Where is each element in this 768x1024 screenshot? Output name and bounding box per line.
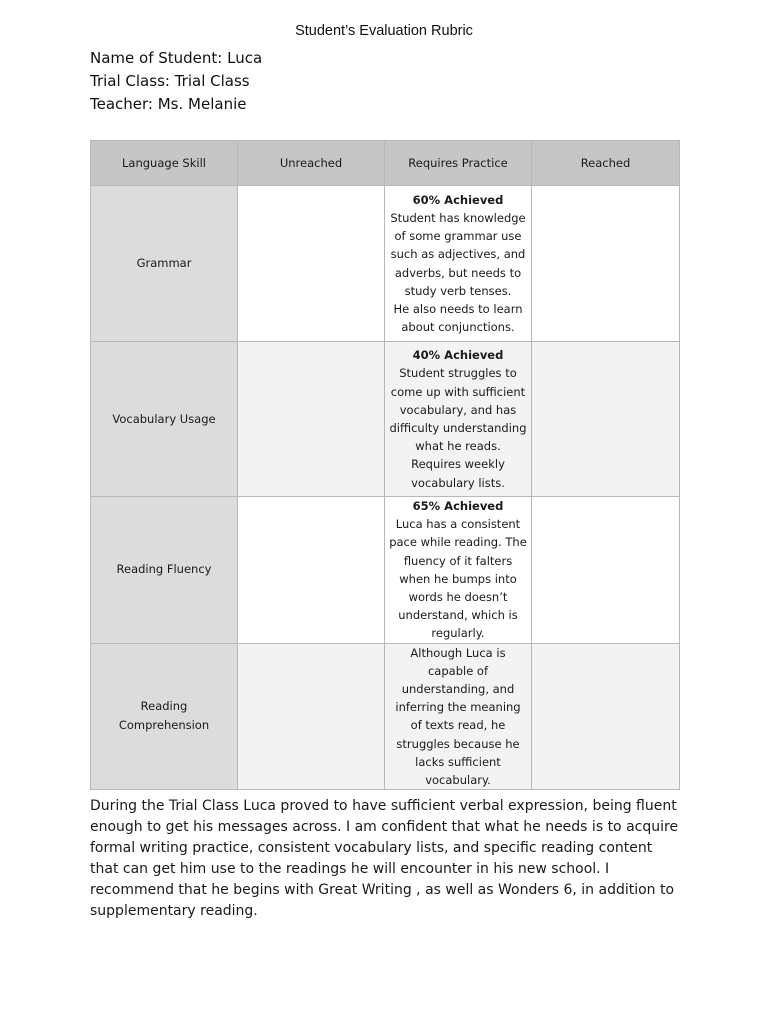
unreached-cell: [238, 186, 385, 342]
table-row: [91, 497, 680, 644]
skill-cell: Grammar: [91, 186, 238, 342]
reached-cell: [532, 186, 680, 342]
skill-cell: Reading Comprehension: [91, 643, 238, 790]
header-reached: Reached: [532, 141, 680, 186]
unreached-cell: [238, 342, 385, 497]
skill-cell: Vocabulary Usage: [91, 342, 238, 497]
practice-description: Although Luca is capable of understanding, and inferring the meaning of texts read, he struggles because he lacks sufficient vocabulary.: [395, 645, 521, 788]
teacher-name: Teacher: Ms. Melanie: [90, 95, 247, 113]
header-language-skill: Language Skill: [91, 141, 238, 186]
achievement-percent: 65% Achieved: [412, 499, 504, 513]
achievement-percent: 40% Achieved: [412, 348, 504, 363]
unreached-cell: [238, 643, 385, 790]
skill-cell: Reading Fluency: [91, 497, 238, 644]
table-row: [91, 643, 680, 790]
class-name: Trial Class: Trial Class: [90, 72, 250, 90]
evaluation-summary: During the Trial Class Luca proved to have sufficient verbal expression, being fluent enough to get his messages across. I am confident that what he needs is to acquire formal writing practice, consistent vocabulary lists, and specific reading content that can get him use to the readings he will encounter in his new school. I recommend that he begins with Great Writing , as well as Wonders 6, in addition to supplementary reading.: [90, 798, 679, 919]
header-requires-practice: Requires Practice: [385, 141, 532, 186]
table-row: [91, 342, 680, 497]
reached-cell: [532, 643, 680, 790]
practice-cell: [385, 643, 532, 790]
table-header-row: [91, 141, 680, 186]
reached-cell: [532, 342, 680, 497]
practice-description: Luca has a consistent pace while reading. The fluency of it falters when he bumps into words he doesn’t understand, which is regularly.: [389, 517, 527, 641]
unreached-cell: [238, 497, 385, 644]
practice-cell: [385, 497, 532, 644]
achievement-percent: 60% Achieved: [412, 192, 504, 207]
practice-description: Student has knowledge of some grammar use such as adjectives, and adverbs, but needs to study verb tenses. He also needs to learn about conjunctions.: [390, 210, 526, 335]
header-unreached: Unreached: [238, 141, 385, 186]
practice-description: Student struggles to come up with sufficient vocabulary, and has difficulty understanding what he reads. Requires weekly vocabulary lists.: [389, 366, 527, 490]
student-info: [90, 47, 262, 116]
reached-cell: [532, 497, 680, 644]
student-name: Name of Student: Luca: [90, 49, 263, 67]
rubric-table: [90, 140, 680, 790]
practice-cell: [385, 186, 532, 342]
document-title: Student’s Evaluation Rubric: [295, 23, 473, 39]
practice-cell: [385, 342, 532, 497]
table-row: [91, 186, 680, 342]
